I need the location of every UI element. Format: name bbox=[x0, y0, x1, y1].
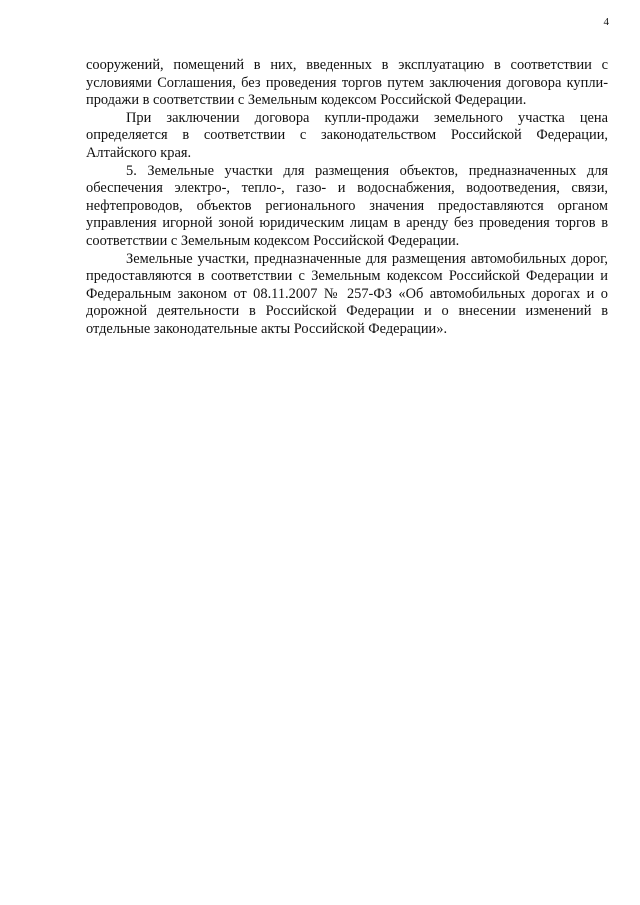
paragraph-continuation: сооружений, помещений в них, введенных в эксплуатацию в соответствии с условиями Соглашения, без проведения торгов путем заключения договора купли-продажи в соответствии с Земельным кодексом Российской Федерации. bbox=[86, 57, 608, 109]
page-number: 4 bbox=[603, 16, 609, 28]
paragraph-roads: Земельные участки, предназначенные для размещения автомобильных дорог, предоставляются в соответствии с Земельным кодексом Российской Федерации и Федеральным законом от 08.11.2007 № 257-ФЗ «Об автомобильных дорогах и о дорожной деятельности в Российской Федерации и о внесении изменений в отдельные законодательные акты Российской Федерации». bbox=[86, 250, 608, 337]
paragraph-item-5-utilities: 5. Земельные участки для размещения объектов, предназначенных для обеспечения электро-, тепло-, газо- и водоснабжения, водоотведения, связи, нефтепроводов, объектов регионального значения предоставляются органом управления игорной зоной юридическим лицам в аренду без проведения торгов в соответствии с Земельным кодексом Российской Федерации. bbox=[86, 162, 608, 249]
paragraph-price-determination: При заключении договора купли-продажи земельного участка цена определяется в соответствии с законодательством Российской Федерации, Алтайского края. bbox=[86, 109, 608, 161]
document-body bbox=[86, 57, 608, 339]
